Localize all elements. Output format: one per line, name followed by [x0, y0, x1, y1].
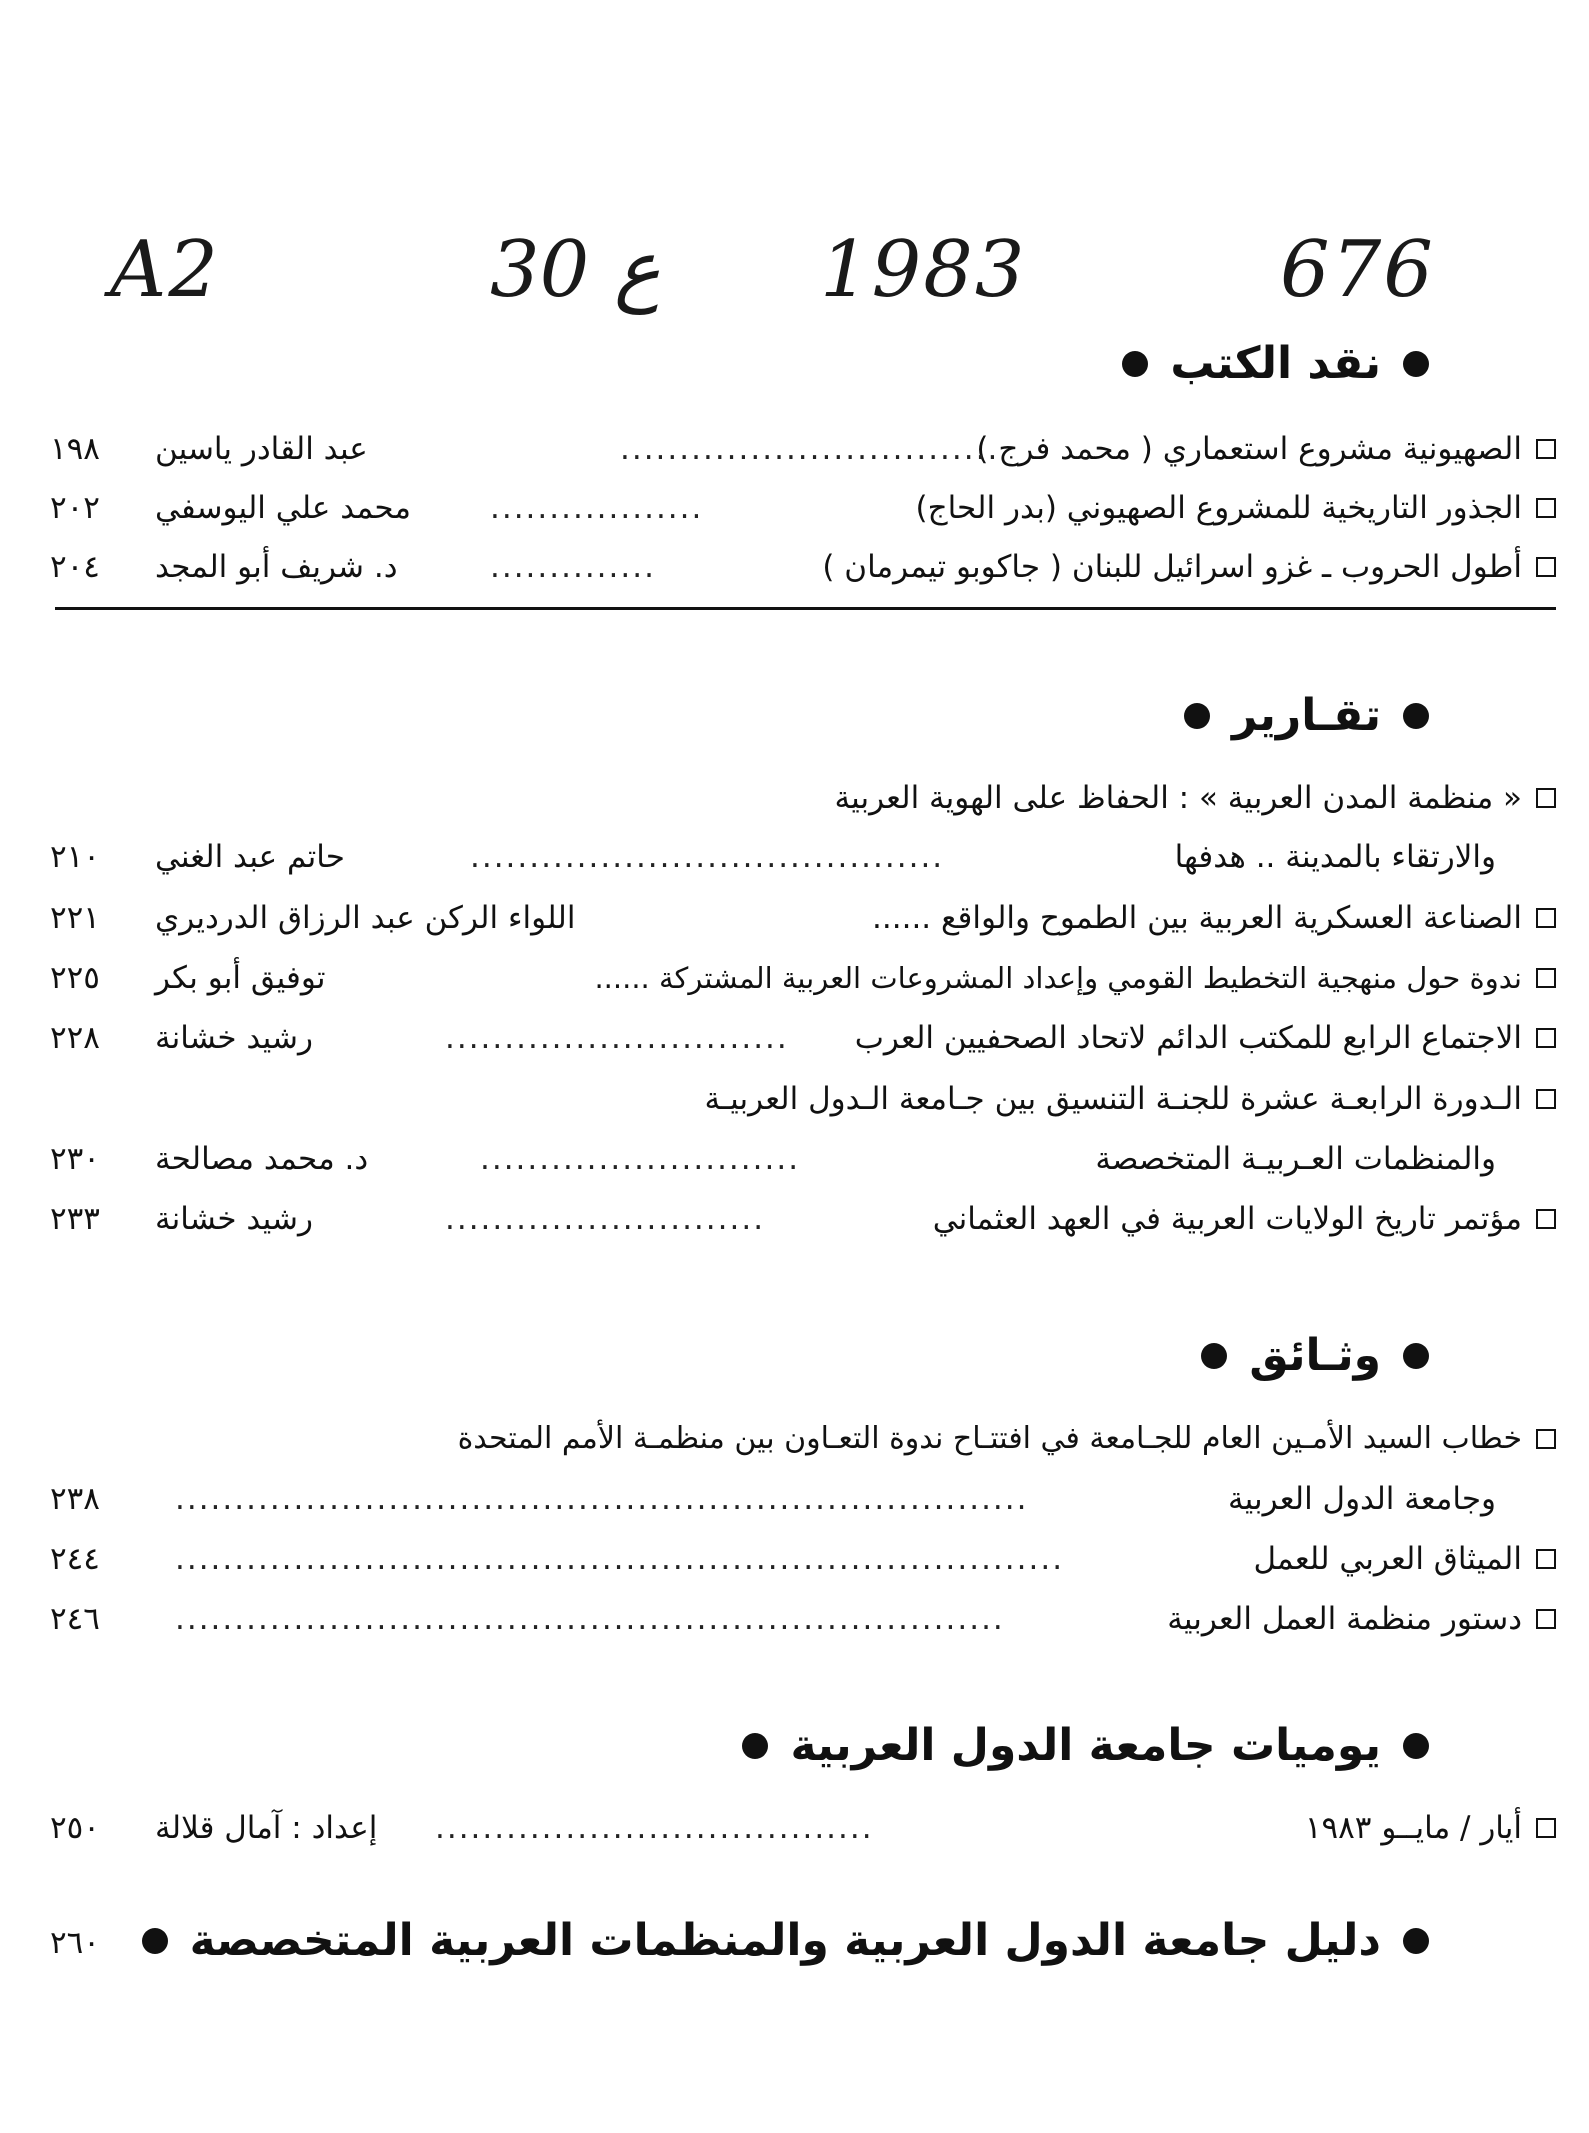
entry-page: ١٩٨: [50, 431, 100, 467]
section-title: تقـارير: [1232, 690, 1381, 741]
entry-title: الميثاق العربي للعمل: [1253, 1541, 1522, 1577]
entry-title: الـدورة الرابعـة عشرة للجنـة التنسيق بين جـامعة الـدول العربيـة: [704, 1081, 1522, 1117]
entry-title: أطول الحروب ـ غزو اسرائيل للبنان ( جاكوبو تيمرمان ): [822, 549, 1522, 585]
entry-title: « منظمة المدن العربية » : الحفاظ على الهوية العربية: [834, 780, 1522, 816]
section-title: وثـائق: [1249, 1330, 1381, 1381]
handwritten-year: 1983: [820, 225, 1027, 315]
bullet-icon: [1403, 1733, 1429, 1759]
entry-page: ٢٢٥: [50, 960, 100, 996]
bullet-icon: [1184, 703, 1210, 729]
checkbox-icon: [1536, 1549, 1556, 1569]
entry-title: مؤتمر تاريخ الولايات العربية في العهد العثماني: [932, 1201, 1522, 1237]
entry-page: ٢١٠: [50, 839, 100, 875]
entry-title: وجامعة الدول العربية: [1227, 1481, 1496, 1517]
entry-page: ٢٤٤: [50, 1541, 100, 1577]
handwritten-number: 676: [1280, 225, 1435, 315]
entry-title: خطاب السيد الأمـين العام للجـامعة في افتتـاح ندوة التعـاون بين منظمـة الأمم المتحدة: [457, 1421, 1522, 1456]
list-item: [50, 1191, 1556, 1247]
entry-author: رشيد خشانة: [155, 1201, 313, 1237]
list-item: [50, 1800, 1556, 1856]
bullet-icon: [1201, 1343, 1227, 1369]
section-heading-directory: [142, 1915, 1429, 1966]
list-item: [50, 480, 1556, 536]
entry-page: ٢٥٠: [50, 1810, 100, 1846]
entry-author: حاتم عبد الغني: [155, 839, 345, 875]
list-item: [50, 1131, 1556, 1187]
handwritten-issue: 30 ع: [490, 225, 661, 315]
entry-title: والمنظمات العـربيـة المتخصصة: [1095, 1141, 1496, 1177]
checkbox-icon: [1536, 908, 1556, 928]
dot-leader: ..............: [490, 549, 656, 585]
entry-title: والارتقاء بالمدينة .. هدفها: [1174, 839, 1496, 875]
dot-leader: ........................................: [470, 839, 945, 875]
section-title: نقد الكتب: [1170, 338, 1381, 389]
bullet-icon: [1403, 1343, 1429, 1369]
dot-leader: ........................................................................: [175, 1481, 1029, 1517]
entry-page: ٢٠٤: [50, 549, 100, 585]
dot-leader: ...........................: [480, 1141, 801, 1177]
entry-page: ٢٢١: [50, 900, 100, 936]
entry-title: ندوة حول منهجية التخطيط القومي وإعداد المشروعات العربية المشتركة ......: [594, 961, 1522, 995]
list-item: [50, 770, 1556, 826]
bullet-icon: [1403, 1928, 1429, 1954]
checkbox-icon: [1536, 557, 1556, 577]
bullet-icon: [742, 1733, 768, 1759]
list-item: [50, 829, 1556, 885]
checkbox-icon: [1536, 1209, 1556, 1229]
dot-leader: ...........................................................................: [175, 1541, 1065, 1577]
entry-page: ٢٤٦: [50, 1601, 100, 1637]
checkbox-icon: [1536, 439, 1556, 459]
section-heading-reports: [1184, 690, 1429, 741]
section-divider: [55, 607, 1556, 610]
entry-title: الاجتماع الرابع للمكتب الدائم لاتحاد الصحفيين العرب: [854, 1020, 1522, 1056]
bullet-icon: [1403, 703, 1429, 729]
entry-author: توفيق أبو بكر: [155, 960, 326, 996]
dot-leader: ................................: [620, 431, 1000, 467]
entry-page: ٢٣٠: [50, 1141, 100, 1177]
list-item: [50, 950, 1556, 1006]
checkbox-icon: [1536, 1089, 1556, 1109]
entry-title: الصهيونية مشروع استعماري ( محمد فرج ): [976, 431, 1522, 467]
section-heading-documents: [1201, 1330, 1429, 1381]
entry-author: رشيد خشانة: [155, 1020, 313, 1056]
entry-author: محمد علي اليوسفي: [155, 490, 412, 526]
checkbox-icon: [1536, 1028, 1556, 1048]
dot-leader: ...........................: [445, 1201, 766, 1237]
list-item: [50, 890, 1556, 946]
bullet-icon: [1403, 351, 1429, 377]
section-title: دليل جامعة الدول العربية والمنظمات العربية المتخصصة: [189, 1915, 1381, 1966]
entry-page: ٢٢٨: [50, 1020, 100, 1056]
checkbox-icon: [1536, 1609, 1556, 1629]
entry-author: اللواء الركن عبد الرزاق الدرديري: [155, 900, 576, 936]
entry-title: الصناعة العسكرية العربية بين الطموح والواقع ......: [872, 900, 1522, 936]
dot-leader: .............................: [445, 1020, 789, 1056]
handwritten-code: A2: [110, 225, 220, 315]
list-item: [50, 1471, 1556, 1527]
dot-leader: ..................: [490, 490, 704, 526]
entry-page: ٢٠٢: [50, 490, 100, 526]
entry-author: د. شريف أبو المجد: [155, 549, 398, 585]
checkbox-icon: [1536, 498, 1556, 518]
entry-title: دستور منظمة العمل العربية: [1167, 1601, 1522, 1637]
entry-page: ٢٣٨: [50, 1481, 100, 1517]
list-item: [50, 1411, 1556, 1467]
dot-leader: .....................................: [435, 1810, 874, 1846]
entry-author: د. محمد مصالحة: [155, 1141, 369, 1177]
list-item: [50, 1591, 1556, 1647]
entry-title: الجذور التاريخية للمشروع الصهيوني (بدر الحاج): [915, 490, 1522, 526]
entry-page: ٢٣٣: [50, 1201, 100, 1237]
list-item: [50, 421, 1556, 477]
section-heading-book-reviews: [1122, 338, 1429, 389]
entry-author: عبد القادر ياسين: [155, 431, 368, 467]
dot-leader: ......................................................................: [175, 1601, 1005, 1637]
checkbox-icon: [1536, 1429, 1556, 1449]
checkbox-icon: [1536, 1818, 1556, 1838]
entry-author: إعداد : آمال قلالة: [155, 1810, 378, 1846]
entry-page: ٢٦٠: [50, 1925, 100, 1961]
checkbox-icon: [1536, 788, 1556, 808]
checkbox-icon: [1536, 968, 1556, 988]
bullet-icon: [1122, 351, 1148, 377]
handwritten-annotation: [110, 225, 1435, 345]
section-title: يوميات جامعة الدول العربية: [790, 1720, 1381, 1771]
entry-title: أيار / مايــو ١٩٨٣: [1304, 1810, 1522, 1846]
list-item: [50, 1071, 1556, 1127]
section-heading-league-diary: [742, 1720, 1429, 1771]
list-item: [50, 539, 1556, 595]
list-item: [50, 1010, 1556, 1066]
bullet-icon: [142, 1928, 168, 1954]
list-item: [50, 1531, 1556, 1587]
